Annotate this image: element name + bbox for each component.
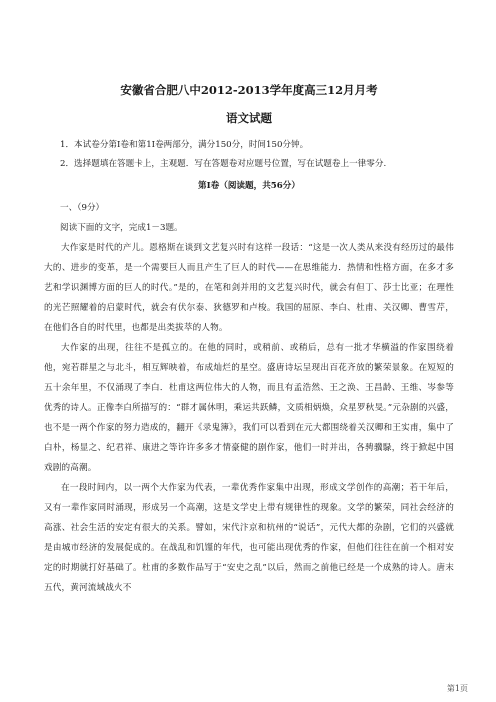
passage-paragraph-1: 大作家是时代的产儿。恩格斯在谈到文艺复兴时有这样一段话：“这是一次人类从来没有经历过的最伟大的、进步的变革，是一个需要巨人而且产生了巨人的时代——在思维能力．热情和性格方面，在多才多艺和学识渊博方面的巨人的时代。”是的，在笔和剑并用的文艺复兴时代，就会有但丁、莎士比亚；在理性的光芒照耀着的启蒙时代，就会有伏尔泰、狄德罗和卢梭。我国的屈原、李白、杜甫、关汉卿、曹雪芹，在他们各自的时代里，也都是出类拔萃的人物。 bbox=[44, 243, 454, 333]
instruction-note-2: 2．选择题填在答题卡上，主观题．写在答题卷对应题号位置，写在试题卷上一律零分. bbox=[60, 159, 387, 169]
part-heading: 一、（9分） bbox=[60, 203, 105, 213]
document-content bbox=[44, 82, 454, 598]
exam-subtitle: 语文试题 bbox=[226, 111, 272, 125]
exam-title: 安徽省合肥八中2012-2013学年度高三12月月考 bbox=[120, 83, 378, 97]
instruction-note-1: 1．本试卷分第I卷和第1I卷两部分，满分150分，时间150分钟。 bbox=[60, 140, 309, 150]
passage-paragraph-2: 大作家的出现，往往不是孤立的。在他的同时，或稍前、或稍后，总有一批才华横溢的作家围绕着他，宛若群星之与北斗，相互辉映着，布成灿烂的星空。盛唐诗坛呈现出百花齐放的繁荣景象。在短短的五十余年里，不仅涌现了李白．杜甫这两位伟大的人物，而且有孟浩然、王之涣、王昌龄、王维、岑参等优秀的诗人。正像李白所描写的：“群才属休明，乘运共跃鳞，文质相炳焕，众星罗秋旻。”元杂剧的兴盛，也不是一两个作家的努力造成的，翻开《录鬼簿》，我们可以看到在元大都围绕着关汉卿和王实甫，集中了白朴，杨显之、纪君祥、康进之等许许多多才情豪健的剧作家，他们一时并出，各骋骥騄，终于掀起中国戏剧的高潮。 bbox=[44, 343, 454, 473]
passage-paragraph-3: 在一段时间内，以一两个大作家为代表，一辈优秀作家集中出现，形成文学创作的高潮；若干年后，又有一辈作家同时涌现，形成另一个高潮，这是文学史上带有规律性的现象。文学的繁荣，同社会经济的高涨、社会生活的安定有很大的关系。譬如，宋代汴京和杭州的“说话”，元代大都的杂剧，它们的兴盛就是由城市经济的发展促成的。在战乱和饥馑的年代，也可能出现优秀的作家，但他们往往在前一个相对安定的时期就打好基础了。杜甫的多数作品写于“安史之乱”以后，然而之前他已经是一个成熟的诗人。唐末五代，黄河流域战火不 bbox=[44, 483, 454, 593]
section-title: 第Ⅰ卷（阅读题，共56分） bbox=[198, 181, 300, 191]
page-number: 第1页 bbox=[446, 684, 468, 693]
reading-instruction: 阅读下面的文字，完成1－3题。 bbox=[60, 223, 183, 233]
